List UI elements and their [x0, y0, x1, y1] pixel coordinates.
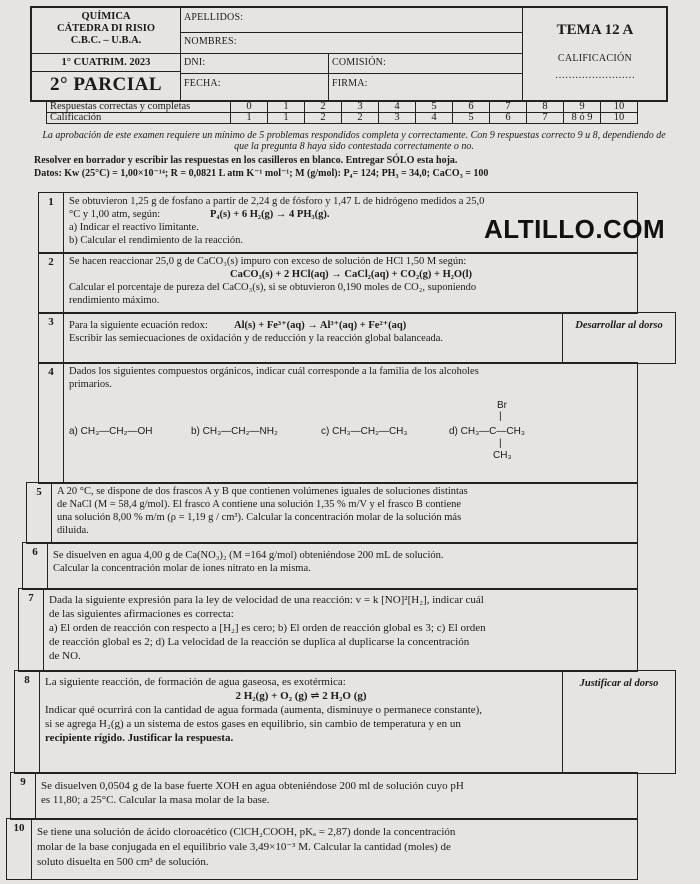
grade-cell: 2: [342, 113, 379, 124]
apellidos-field[interactable]: APELLIDOS:: [184, 12, 244, 23]
problem-text: Se disuelven 0,0504 g de la base fuerte XOH en agua obteniéndose 200 ml de solución cuyo pH: [41, 780, 464, 792]
problem-4: [38, 362, 638, 484]
problem-number: 5: [27, 483, 52, 543]
instructions: Resolver en borrador y escribir las respuestas en los casilleros en blanco. Entregar SÓLO esta hoja.: [34, 155, 458, 166]
problem-text: diluida.: [57, 525, 89, 536]
problem-number: 7: [19, 589, 44, 671]
score-cell: 0: [231, 102, 268, 113]
problem-text: Dada la siguiente expresión para la ley de velocidad de una reacción: v = k [NO]²[H₂], indicar cuál: [49, 594, 484, 606]
score-cell: 4: [379, 102, 416, 113]
problem-text: °C y 1,00 atm, según:: [69, 209, 161, 220]
problem-text: rendimiento máximo.: [69, 295, 160, 306]
bond-line: |: [499, 438, 502, 449]
grade-cell: 4: [416, 113, 453, 124]
problem-part: b) Calcular el rendimiento de la reacción.: [69, 235, 244, 246]
grade-cell: 3: [379, 113, 416, 124]
equation: P₄(s) + 6 H₂(g) → 4 PH₃(g).: [210, 209, 330, 220]
problem-text: Se obtuvieron 1,25 g de fosfano a partir de 2,24 g de fósforo y 1,47 L de hidrógeno medidos a 25,0: [69, 196, 485, 207]
tema-label: TEMA 12 A: [556, 22, 634, 38]
problem-6: [22, 542, 638, 590]
problem-number: 1: [39, 193, 64, 253]
problem-text: Se tiene una solución de ácido cloroacético (ClCH₂COOH, pKₐ = 2,87) donde la concentración: [37, 826, 456, 838]
problem-text: Calcular la concentración molar de iones nitrato en la misma.: [53, 563, 311, 574]
problem-text: soluto disuelta en 500 cm³ de solución.: [37, 856, 209, 868]
problem-number: 6: [23, 543, 48, 589]
problem-text: de reacción global es 2; d) La velocidad de la reacción se duplica al duplicarse la concentración: [49, 636, 470, 648]
develop-note: Desarrollar al dorso: [562, 313, 675, 363]
problem-10: [6, 818, 638, 880]
score-cell: 7: [490, 102, 527, 113]
equation: Al(s) + Fe³⁺(aq) → Al³⁺(aq) + Fe²⁺(aq): [234, 320, 407, 331]
scores-row-correct: [47, 102, 638, 113]
dni-field[interactable]: DNI:: [184, 57, 206, 68]
problem-number: 4: [39, 363, 64, 483]
scores-row-label: Calificación: [47, 113, 231, 124]
compound-d-bromo: Br: [497, 400, 507, 411]
equation: 2 H₂(g) + O₂ (g) ⇌ 2 H₂O (g): [235, 690, 367, 702]
approval-info: La aprobación de este examen requiere un mínimo de 5 problemas respondidos completa y correctamente. Con 9 respuestas correcto 9 u 8, dependiendo de que la pregunta 8 haya sido contestada correctamente o no.: [42, 130, 666, 152]
problem-text: si se agrega H₂(g) a un sistema de estos gases en equilibrio, sin cambio de temperatura y en un: [45, 718, 461, 730]
firma-field[interactable]: FIRMA:: [332, 78, 368, 89]
problem-text: de las siguientes afirmaciones es correcta:: [49, 608, 234, 620]
problem-5: [26, 482, 638, 544]
grade-cell: 10: [601, 113, 638, 124]
subject-label: QUÍMICA: [81, 11, 131, 22]
scores-row-label: Respuestas correctas y completas: [47, 102, 231, 113]
grade-cell: 2: [305, 113, 342, 124]
problem-number: 10: [7, 819, 32, 879]
problem-text: de NO.: [49, 650, 81, 662]
problem-text: Se disuelven en agua 4,00 g de Ca(NO₃)₂ (M =164 g/mol) obteniéndose 200 mL de solución.: [53, 550, 444, 561]
equation: CaCO₃(s) + 2 HCl(aq) → CaCl₂(aq) + CO₂(g) + H₂O(l): [230, 269, 472, 280]
grade-cell: 8 ó 9: [564, 113, 601, 124]
fecha-field[interactable]: FECHA:: [184, 78, 221, 89]
university-label: C.B.C. – U.B.A.: [70, 35, 142, 46]
problem-text: molar de la base conjugada en el equilibrio vale 3,49×10⁻³ M. Calcular la cantidad (moles) de: [37, 841, 451, 853]
problem-text: Se hacen reaccionar 25,0 g de CaCO₃(s) impuro con exceso de solución de HCl 1,50 M según:: [69, 256, 467, 267]
problem-8: [14, 670, 676, 774]
problem-part: a) Indicar el reactivo limitante.: [69, 222, 199, 233]
score-cell: 9: [564, 102, 601, 113]
grade-cell: 1: [268, 113, 305, 124]
problem-9: [10, 772, 638, 820]
score-cell: 2: [305, 102, 342, 113]
problem-text: Para la siguiente ecuación redox:: [69, 320, 208, 331]
compounds-list: [69, 391, 633, 459]
problem-number: 3: [39, 313, 64, 363]
institution-block: [32, 8, 181, 100]
problem-text: recipiente rígido. Justificar la respuesta.: [45, 732, 234, 744]
problem-3: [38, 312, 676, 364]
compound-c: c) CH₃—CH₂—CH₃: [321, 426, 408, 437]
score-cell: 6: [453, 102, 490, 113]
problem-text: Escribir las semiecuaciones de oxidación y de reducción y la reacción global balanceada.: [69, 333, 444, 344]
problem-text: Indicar qué ocurrirá con la cantidad de agua formada (aumenta, disminuye o permanece constante),: [45, 704, 483, 716]
problem-text: primarios.: [69, 379, 112, 390]
calificacion-label: CALIFICACIÓN: [557, 53, 633, 64]
grade-cell: 7: [527, 113, 564, 124]
grade-blank[interactable]: ……………………: [555, 70, 635, 81]
grade-cell: 6: [490, 113, 527, 124]
score-cell: 10: [601, 102, 638, 113]
problem-text: A 20 °C, se dispone de dos frascos A y B que contienen volúmenes iguales de soluciones distintas: [57, 486, 468, 497]
tema-box: [522, 8, 667, 100]
score-cell: 8: [527, 102, 564, 113]
chair-label: CÁTEDRA DI RISIO: [56, 23, 156, 34]
compound-d-methyl: CH₃: [493, 450, 512, 461]
scores-row-grade: [47, 113, 638, 124]
problem-text: es 11,80; a 25°C. Calcular la masa molar de la base.: [41, 794, 270, 806]
justify-note: Justificar al dorso: [562, 671, 675, 773]
grade-cell: 1: [231, 113, 268, 124]
grade-cell: 5: [453, 113, 490, 124]
compound-b: b) CH₃—CH₂—NH₂: [191, 426, 278, 437]
compound-a: a) CH₃—CH₂—OH: [69, 426, 153, 437]
problem-text: Dados los siguientes compuestos orgánicos, indicar cuál corresponde a la familia de los alcoholes: [69, 366, 479, 377]
score-cell: 1: [268, 102, 305, 113]
compound-d: d) CH₃—C—CH₃: [449, 426, 525, 437]
score-cell: 3: [342, 102, 379, 113]
comision-field[interactable]: COMISIÓN:: [332, 57, 387, 68]
bond-line: |: [499, 411, 502, 422]
watermark: ALTILLO.COM: [484, 214, 666, 244]
score-cell: 5: [416, 102, 453, 113]
problem-text: a) El orden de reacción con respecto a [H₂] es cero; b) El orden de reacción global es 3; c) El orden: [49, 622, 486, 634]
problem-7: [18, 588, 638, 672]
problem-text: Calcular el porcentaje de pureza del CaCO₃(s), si se obtuvieron 0,190 moles de CO₂, suponiendo: [69, 282, 477, 293]
problem-number: 2: [39, 253, 64, 313]
problem-text: una solución 8,00 % m/m (ρ = 1,19 g / cm³). Calcular la concentración molar de la solución más: [57, 512, 462, 523]
problem-text: de NaCl (M = 58,4 g/mol). El frasco A contiene una solución 1,35 % m/V y el frasco B contiene: [57, 499, 462, 510]
problem-2: [38, 252, 638, 314]
exam-header: [30, 6, 668, 102]
problem-number: 9: [11, 773, 36, 819]
problem-number: 8: [15, 671, 40, 773]
nombres-field[interactable]: NOMBRES:: [184, 36, 237, 47]
term-label: 1° CUATRIM. 2023: [32, 53, 180, 68]
exam-title: 2° PARCIAL: [32, 71, 180, 96]
data-line: Datos: Kw (25°C) = 1,00×10⁻¹⁴; R = 0,0821 L atm K⁻¹ mol⁻¹; M (g/mol): P₄= 124; PH₃ = 34,0; CaCO₃ = 100: [34, 168, 489, 179]
scores-table: [46, 101, 638, 124]
problem-text: La siguiente reacción, de formación de agua gaseosa, es exotérmica:: [45, 676, 346, 688]
